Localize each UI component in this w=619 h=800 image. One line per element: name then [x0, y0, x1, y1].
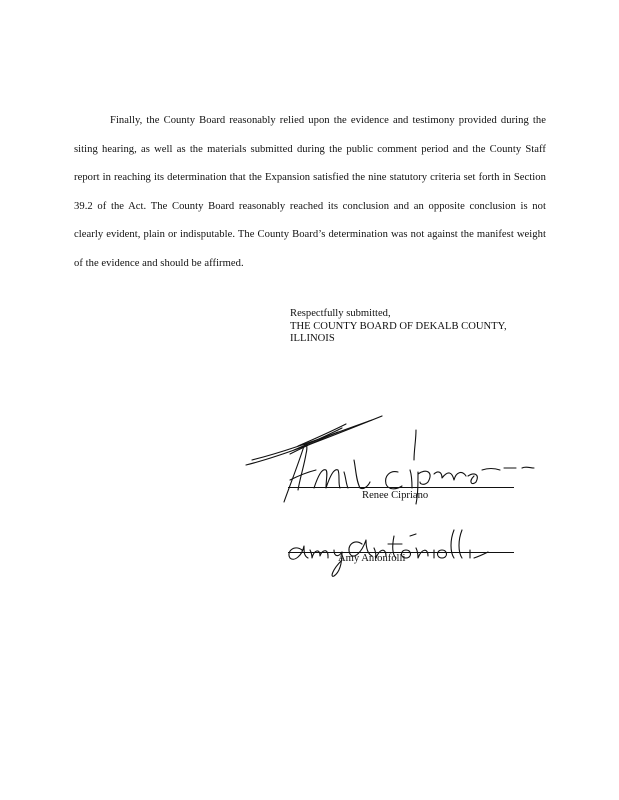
signature-line-cipriano — [288, 487, 514, 488]
closing-block — [290, 308, 560, 346]
closing-entity-line-2: ILLINOIS — [290, 333, 335, 344]
closing-entity-line-1: THE COUNTY BOARD OF DEKALB COUNTY, — [290, 320, 507, 332]
signature-block-antonfolli — [288, 520, 514, 580]
signer-name-antonfolli: Amy Antonfolli — [338, 553, 406, 564]
body-paragraph: Finally, the County Board reasonably relied upon the evidence and testimony provided during the siting hearing, as well as the materials submitted during the public comment period and the County Staff report in reaching its determination that the Expansion satisfied the nine statutory criteria set forth in Section 39.2 of the Act. The County Board reasonably reached its conclusion and an opposite conclusion is not clearly evident, plain or indisputable. The County Board’s determination was not against the manifest weight of the evidence and should be affirmed. — [74, 115, 546, 269]
signature-antonfolli-handwritten — [284, 520, 524, 580]
signer-name-cipriano: Renee Cipriano — [362, 490, 429, 501]
closing-salutation: Respectfully submitted, — [290, 308, 391, 319]
signature-block-cipriano — [288, 410, 514, 505]
